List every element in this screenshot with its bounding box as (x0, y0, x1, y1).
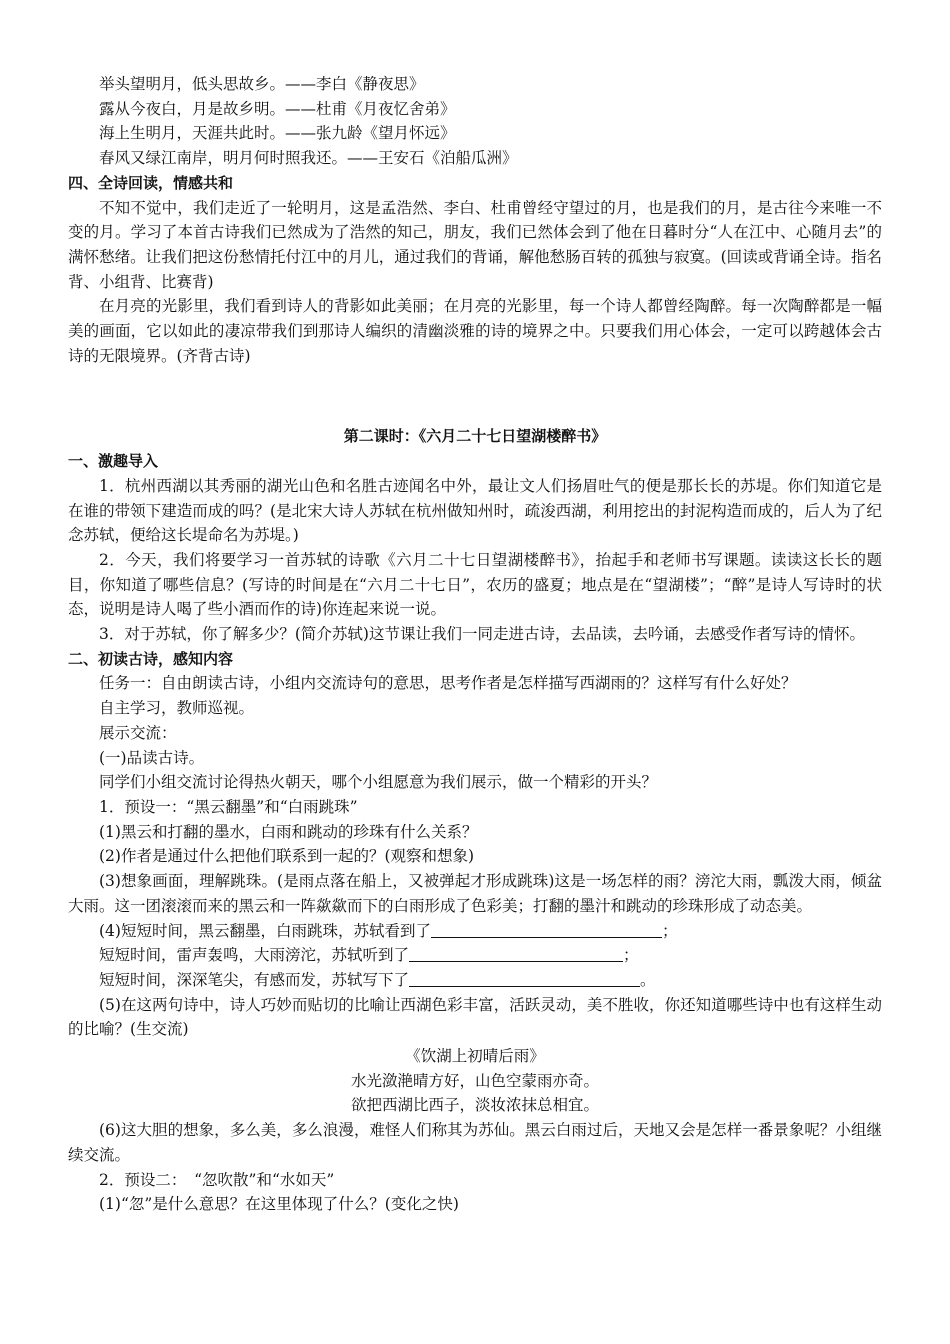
paragraph: 2．今天，我们将要学习一首苏轼的诗歌《六月二十七日望湖楼醉书》，抬起手和老师书写课题。读读这长长的题目，你知道了哪些信息？(写诗的时间是在“六月二十七日”，农历的盛夏；地点是在“望湖楼”；“醉”是诗人写诗时的状态，说明是诗人喝了些小酒而作的诗)你连起来说一说。 (68, 550, 882, 619)
punctuation: ； (623, 946, 639, 965)
punctuation: ； (661, 921, 678, 940)
question-text: (6)这大胆的想象，多么美，多么浪漫，难怪人们称其为苏仙。黑云白雨过后，天地又会是怎样一番景象呢？小组继续交流。 (68, 1121, 882, 1164)
poem-line: 欲把西湖比西子，淡妆浓抹总相宜。 (350, 1096, 599, 1115)
question-text: (4)短短时间，黑云翻墨，白雨跳珠，苏轼看到了 (99, 921, 431, 940)
text-line: 自主学习，教师巡视。 (99, 699, 255, 718)
fill-blank-line (68, 968, 882, 993)
paragraph: 在月亮的光影里，我们看到诗人的背影如此美丽；在月亮的光影里，每一个诗人都曾经陶醉。每一次陶醉都是一幅美的画面，它以如此的凄凉带我们到那诗人编织的清幽淡雅的诗的境界之中。只要我们用心体会，一定可以跨越体会古诗的无限境界。(齐背古诗) (68, 297, 882, 365)
question-text: 短短时间，深深笔尖，有感而发，苏轼写下了 (99, 970, 410, 989)
text-line: 同学们小组交流讨论得热火朝天，哪个小组愿意为我们展示，做一个精彩的开头？ (99, 773, 658, 792)
paragraph: 3．对于苏轼，你了解多少？(简介苏轼)这节课让我们一同走进古诗，去品读，去吟诵，去感受作者写诗的情怀。 (99, 625, 865, 644)
text-line: 2．预设二： “忽吹散”和“水如天” (99, 1170, 335, 1189)
poem-quote-1: 举头望明月，低头思故乡。——李白《静夜思》 (99, 75, 425, 93)
poem-title: 《饮湖上初晴后雨》 (405, 1047, 545, 1066)
question-text: (2)作者是通过什么把他们联系到一起的？(观察和想象) (99, 847, 475, 866)
task-text: 任务一：自由朗读古诗，小组内交流诗句的意思，思考作者是怎样描写西湖雨的？这样写有什么好处？ (99, 674, 797, 693)
question-text: (1)黑云和打翻的墨水，白雨和跳动的珍珠有什么关系？ (99, 822, 478, 841)
section-heading-4: 四、全诗回读，情感共和 (68, 173, 234, 192)
fill-blank-line (68, 919, 882, 944)
poem-line: 水光潋滟晴方好，山色空蒙雨亦奇。 (350, 1071, 599, 1090)
punctuation: 。 (640, 970, 656, 989)
section-heading-2: 二、初读古诗，感知内容 (68, 649, 234, 668)
question-text: 短短时间，雷声轰鸣，大雨滂沱，苏轼听到了 (99, 946, 410, 965)
paragraph: 不知不觉中，我们走近了一轮明月，这是孟浩然、李白、杜甫曾经守望过的月，也是我们的月，是古往今来唯一不变的月。学习了本首古诗我们已然成为了浩然的知己，朋友，我们已然体会到了他在日暮时分“人在江中、心随月去”的满怀愁绪。让我们把这份愁情托付江中的月儿，通过我们的背诵，解他愁肠百转的孤独与寂寞。(回读或背诵全诗。指名背、小组背、比赛背) (68, 198, 882, 291)
section-heading-1: 一、激趣导入 (68, 452, 159, 471)
lesson-title: 第二课时：《六月二十七日望湖楼醉书》 (343, 427, 607, 446)
spacer (68, 368, 882, 424)
poem-quote-2: 露从今夜白，月是故乡明。——杜甫《月夜忆舍弟》 (99, 99, 456, 118)
fill-blank[interactable] (409, 970, 640, 987)
text-line: 展示交流： (99, 723, 177, 742)
question-text: (1)“忽”是什么意思？在这里体现了什么？(变化之快) (99, 1195, 459, 1214)
fill-blank-line (68, 943, 882, 968)
fill-blank[interactable] (431, 921, 662, 938)
poem-quote-4: 春风又绿江南岸，明月何时照我还。——王安石《泊船瓜洲》 (99, 149, 518, 168)
question-text: (5)在这两句诗中，诗人巧妙而贴切的比喻让西湖色彩丰富，活跃灵动，美不胜收，你还知道哪些诗中也有这样生动的比喻？(生交流) (68, 995, 882, 1039)
paragraph: 1．杭州西湖以其秀丽的湖光山色和名胜古迹闻名中外，最让文人们扬眉吐气的便是那长长的苏堤。你们知道它是在谁的带领下建造而成的吗？(是北宋大诗人苏轼在杭州做知州时，疏浚西湖，利用挖出的封泥构造而成的，后人为了纪念苏轼，便给这长堤命名为苏堤。) (68, 476, 882, 545)
text-line: (一)品读古诗。 (99, 748, 205, 767)
poem-quote-3: 海上生明月，天涯共此时。——张九龄《望月怀远》 (99, 124, 456, 143)
document-page (68, 72, 882, 1217)
question-text: (3)想象画面，理解跳珠。(是雨点落在船上，又被弹起才形成跳珠)这是一场怎样的雨？滂沱大雨，瓢泼大雨，倾盆大雨。这一团滚滚而来的黑云和一阵歘歘而下的白雨形成了色彩美；打翻的墨汁和跳动的珍珠形成了动态美。 (68, 872, 882, 915)
text-line: 1．预设一：“黑云翻墨”和“白雨跳珠” (99, 797, 358, 816)
fill-blank[interactable] (409, 945, 623, 962)
